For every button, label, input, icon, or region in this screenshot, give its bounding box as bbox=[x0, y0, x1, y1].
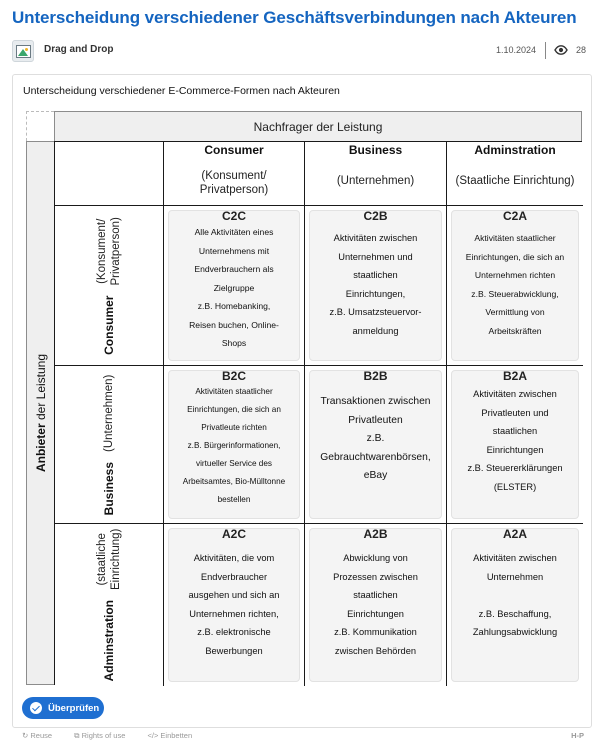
drop-zone[interactable] bbox=[168, 528, 300, 682]
meta-row bbox=[12, 38, 588, 64]
row-header-business: Business(Unternehmen) bbox=[55, 366, 164, 524]
column-header-administration: Adminstration (Staatliche Einrichtung) bbox=[447, 142, 583, 206]
matrix-cell-b2b bbox=[305, 366, 447, 524]
meta-divider bbox=[545, 42, 546, 59]
matrix-cell-c2b bbox=[305, 206, 447, 366]
cell-code: B2C bbox=[221, 369, 246, 383]
drop-zone[interactable] bbox=[451, 210, 579, 361]
matrix-corner-cell bbox=[55, 142, 164, 206]
embed-link[interactable]: </> Einbetten bbox=[147, 731, 193, 740]
draggable-card[interactable]: Aktivitäten staatlicher Einrichtungen, die sich an Privatleute richten z.B. Bürgerinformationen, virtueller Service des Arbeitsamtes, Bio-Mülltonne bestellen bbox=[182, 387, 286, 504]
draggable-card[interactable]: Aktivitäten zwischen Unternehmen z.B. Beschaffung, Zahlungsabwicklung bbox=[472, 553, 558, 637]
draggable-card[interactable]: Aktivitäten, die vom Endverbraucher ausgehen und sich an Unternehmen richten, z.B. elektronische Bewerbungen bbox=[188, 553, 280, 656]
draggable-card[interactable]: Aktivitäten staatlicher Einrichtungen, die sich an Unternehmen richten z.B. Steuerabwicklung, Vermittlung von Arbeitskräften bbox=[465, 233, 565, 336]
cell-code: C2C bbox=[221, 209, 246, 223]
drop-zone[interactable] bbox=[309, 528, 442, 682]
row-header-consumer: Consumer(Konsument/ Privatperson) bbox=[55, 206, 164, 366]
view-count: 28 bbox=[575, 45, 586, 55]
card-heading: Unterscheidung verschiedener E-Commerce-Formen nach Akteuren bbox=[23, 85, 340, 97]
drop-zone[interactable] bbox=[309, 370, 442, 519]
draggable-card[interactable]: Aktivitäten zwischen Unternehmen und staatlichen Einrichtungen, z.B. Umsatzsteuervor- anmeldung bbox=[329, 233, 422, 336]
column-axis-label: Nachfrager der Leistung bbox=[54, 111, 582, 141]
column-header-consumer: Consumer (Konsument/ Privatperson) bbox=[164, 142, 305, 206]
drop-zone[interactable] bbox=[451, 370, 579, 519]
cell-code: A2A bbox=[502, 527, 527, 541]
eye-icon bbox=[554, 45, 568, 55]
drop-zone[interactable] bbox=[309, 210, 442, 361]
matrix-cell-a2b bbox=[305, 524, 447, 686]
cell-code: A2B bbox=[363, 527, 388, 541]
check-button-label: Überprüfen bbox=[48, 702, 100, 714]
cell-code: B2A bbox=[502, 369, 527, 383]
image-icon bbox=[12, 40, 34, 62]
matrix-cell-b2c bbox=[164, 366, 305, 524]
cell-code: B2B bbox=[363, 369, 388, 383]
cell-code: C2B bbox=[363, 209, 388, 223]
row-axis-label: Anbieter der Leistung bbox=[33, 353, 48, 473]
page-title: Unterscheidung verschiedener Geschäftsverbindungen nach Akteuren bbox=[12, 8, 577, 27]
brand-logo: H-P bbox=[571, 731, 584, 740]
matrix-cell-a2a bbox=[447, 524, 583, 686]
content-card bbox=[12, 74, 592, 728]
cell-code: C2A bbox=[502, 209, 527, 223]
matrix-cell-b2a bbox=[447, 366, 583, 524]
cell-code: A2C bbox=[221, 527, 246, 541]
draggable-card[interactable]: Transaktionen zwischen Privatleuten z.B. Gebrauchtwarenbörsen, eBay bbox=[320, 396, 431, 481]
drop-zone[interactable] bbox=[451, 528, 579, 682]
drop-zone[interactable] bbox=[168, 210, 300, 361]
matrix-cell-c2a bbox=[447, 206, 583, 366]
matrix-cell-a2c bbox=[164, 524, 305, 686]
rights-link[interactable]: ⧉ Rights of use bbox=[74, 731, 126, 740]
date-label: 1.10.2024 bbox=[495, 45, 536, 55]
row-header-administration: Adminstration(staatliche Einrichtung) bbox=[55, 524, 164, 686]
matrix-cell-c2c bbox=[164, 206, 305, 366]
draggable-card[interactable]: Alle Aktivitäten eines Unternehmens mit Endverbrauchern als Zielgruppe z.B. Homebanking, Reisen buchen, Online- Shops bbox=[189, 227, 279, 348]
matrix-corner bbox=[26, 111, 54, 141]
draggable-card[interactable]: Aktivitäten zwischen Privatleuten und staatlichen Einrichtungen z.B. Steuererklärungen (ELSTER) bbox=[467, 389, 563, 492]
matrix-grid bbox=[54, 141, 582, 685]
draggable-card[interactable]: Abwicklung von Prozessen zwischen staatlichen Einrichtungen z.B. Kommunikation zwischen Behörden bbox=[333, 553, 418, 656]
content-type-label: Drag and Drop bbox=[44, 44, 114, 55]
check-button[interactable] bbox=[22, 697, 104, 719]
footer-links bbox=[22, 731, 212, 741]
column-header-business: Business (Unternehmen) bbox=[305, 142, 447, 206]
check-circle-icon bbox=[30, 702, 42, 714]
row-axis-band bbox=[26, 141, 54, 685]
ecommerce-matrix bbox=[26, 111, 582, 685]
reuse-link[interactable]: ↻ Reuse bbox=[22, 731, 53, 740]
drop-zone[interactable] bbox=[168, 370, 300, 519]
